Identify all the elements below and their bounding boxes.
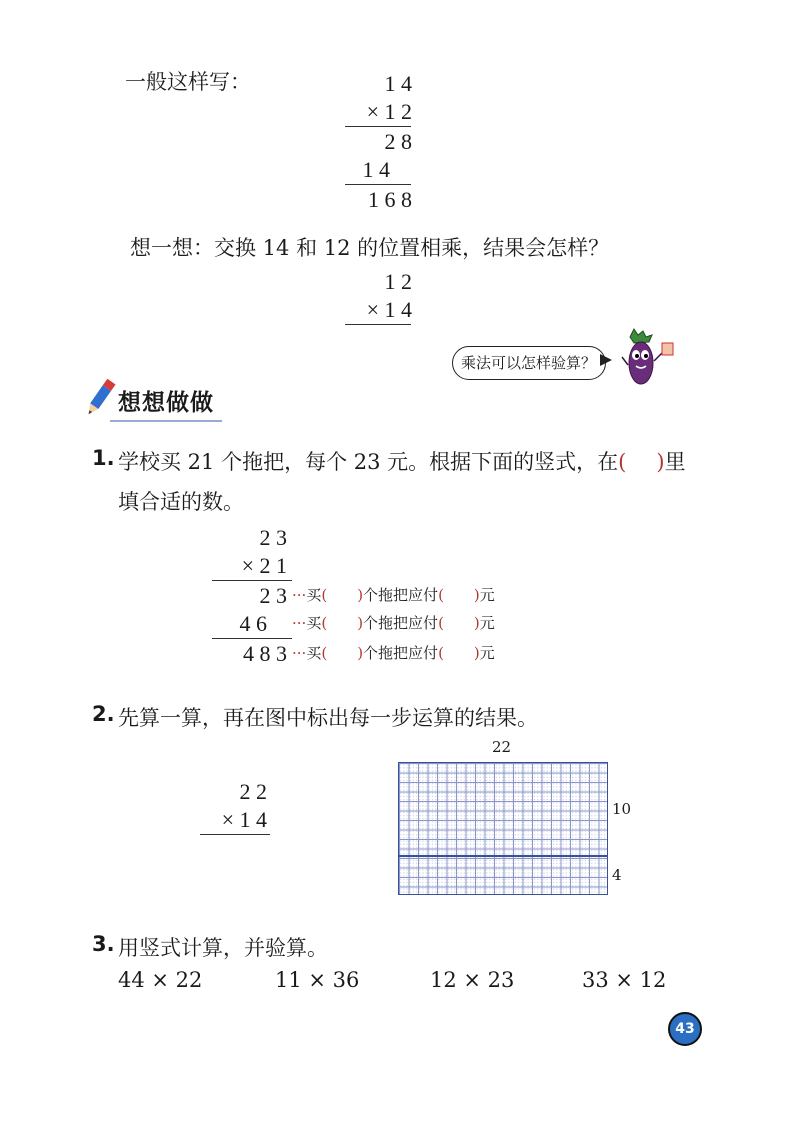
paren-open: ( [438, 614, 444, 632]
yuan-label: 元 [479, 644, 495, 662]
q1-calc-rule-2 [212, 638, 292, 639]
q1-annotation-1 [292, 584, 495, 605]
q2-calc-row-2: × 1 4 [221, 807, 267, 832]
grid-split-line [398, 855, 608, 857]
q2-calc-rule [200, 834, 270, 835]
mid-label: 个拖把应付 [363, 614, 439, 632]
q1-calc-rule-1 [212, 580, 292, 581]
q1-annotation-2 [292, 612, 495, 633]
mai-label: 买 [306, 614, 322, 632]
q1-paren-close: ) [656, 450, 665, 474]
calc-rule-1 [345, 126, 411, 127]
q1-calc-row-2: × 2 1 [241, 553, 287, 578]
speech-bubble-tail [600, 354, 612, 366]
speech-bubble [452, 346, 606, 380]
calc-row-3: 2 8 [384, 129, 412, 154]
q1-paren-open: ( [618, 450, 627, 474]
paren-open: ( [321, 614, 328, 632]
q3-problem-2: 11 × 36 [275, 968, 360, 992]
q1-number: 1. [92, 446, 115, 470]
section-title-underline [110, 420, 222, 422]
grid-right-label-bottom: 4 [612, 866, 622, 884]
q1-calc-row-1: 2 3 [259, 525, 287, 550]
mai-label: 买 [306, 644, 322, 662]
grid-right-label-top: 10 [612, 800, 632, 818]
dots: ··· [292, 586, 307, 604]
page-number-badge: 43 [668, 1012, 702, 1046]
mid-label: 个拖把应付 [363, 644, 439, 662]
q1-text-b: 里 [664, 450, 686, 474]
calc-row-1: 1 4 [384, 71, 412, 96]
paren-close: ) [357, 586, 364, 604]
paren-close: ) [473, 614, 480, 632]
swap-rule [345, 324, 411, 325]
think-text: 想一想：交换 14 和 12 的位置相乘，结果会怎样？ [130, 236, 610, 260]
mai-label: 买 [306, 586, 322, 604]
q3-problem-4: 33 × 12 [582, 968, 667, 992]
paren-close: ) [357, 614, 364, 632]
q1-calc-row-3: 2 3 [259, 583, 287, 608]
calc-row-2: × 1 2 [366, 99, 412, 124]
yuan-label: 元 [479, 586, 495, 604]
q1-text-c: 填合适的数。 [118, 490, 244, 514]
paren-close: ) [357, 644, 364, 662]
dots: ··· [292, 614, 307, 632]
q2-text: 先算一算，再在图中标出每一步运算的结果。 [118, 706, 538, 730]
q1-calc-row-4: 4 6 [239, 611, 267, 636]
paren-open: ( [321, 586, 328, 604]
q3-text: 用竖式计算，并验算。 [118, 936, 328, 960]
q2-number: 2. [92, 702, 115, 726]
paren-close: ) [473, 644, 480, 662]
speech-bubble-text: 乘法可以怎样验算？ [461, 354, 597, 372]
q3-problem-3: 12 × 23 [430, 968, 515, 992]
q2-calc-row-1: 2 2 [239, 779, 267, 804]
swap-row-2: × 1 4 [366, 297, 412, 322]
mid-label: 个拖把应付 [363, 586, 439, 604]
intro-text: 一般这样写： [125, 70, 251, 94]
dots: ··· [292, 644, 307, 662]
eggplant-mascot-icon [612, 325, 674, 389]
paren-open: ( [438, 644, 444, 662]
calc-rule-2 [345, 184, 411, 185]
paren-open: ( [321, 644, 328, 662]
q3-number: 3. [92, 932, 115, 956]
pencil-icon [83, 378, 117, 418]
q1-annotation-3 [292, 642, 495, 663]
calc-row-5: 1 6 8 [368, 187, 412, 212]
grid-top-label: 22 [492, 738, 512, 756]
yuan-label: 元 [479, 614, 495, 632]
paren-close: ) [473, 586, 480, 604]
q1-calc-row-5: 4 8 3 [243, 641, 287, 666]
calc-row-4: 1 4 [362, 157, 390, 182]
paren-open: ( [438, 586, 444, 604]
q1-text-a: 学校买 21 个拖把，每个 23 元。根据下面的竖式，在 [118, 450, 619, 474]
swap-row-1: 1 2 [384, 269, 412, 294]
area-grid [398, 762, 608, 895]
section-title: 想想做做 [118, 390, 214, 416]
q1-text [118, 446, 686, 476]
q3-problem-1: 44 × 22 [118, 968, 203, 992]
